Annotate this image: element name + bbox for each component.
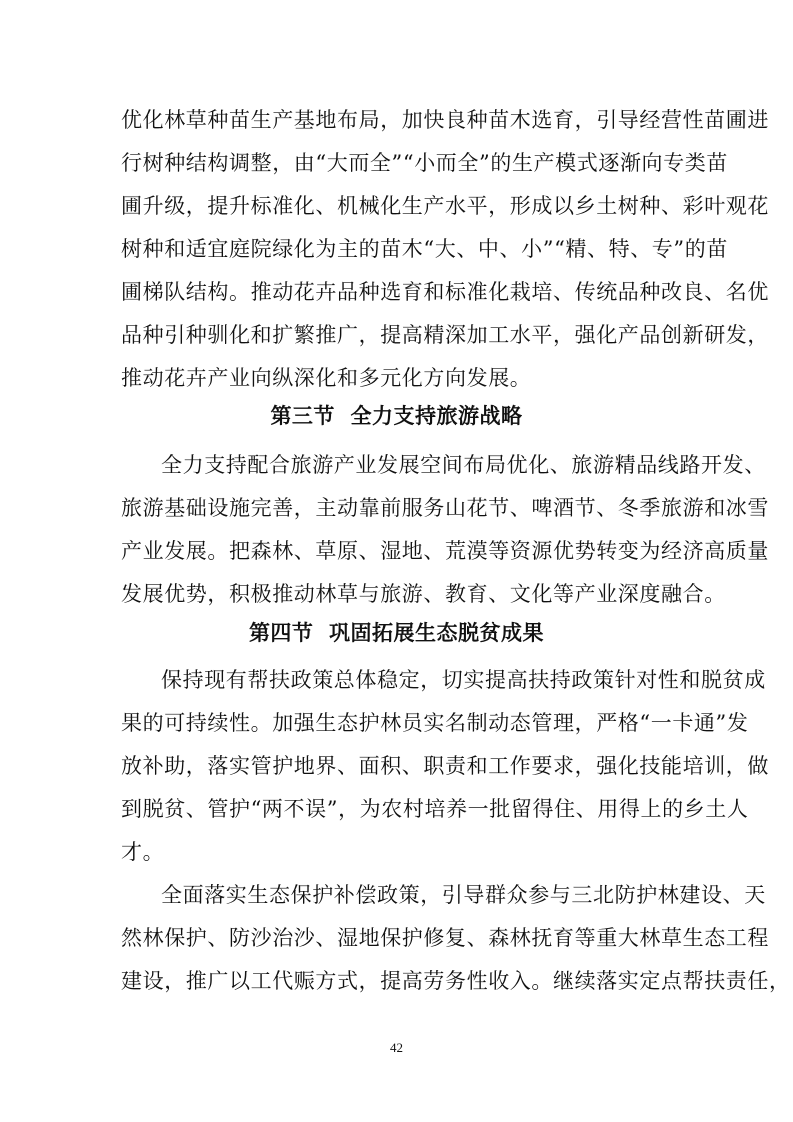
text-line: 推动花卉产业向纵深化和多元化方向发展。 [121,366,532,390]
section-heading-poverty: 第四节 巩固拓展生态脱贫成果 [248,621,545,645]
text-line: 品种引种驯化和扩繁推广，提高精深加工水平，强化产品创新研发， [121,323,769,347]
section-heading-tourism: 第三节 全力支持旅游战略 [270,404,523,428]
text-line: 果的可持续性。加强生态护林员实名制动态管理，严格“一卡通”发 [121,711,749,735]
text-line: 全力支持配合旅游产业发展空间布局优化、旅游精品线路开发、 [161,453,766,477]
text-line: 圃升级，提升标准化、机械化生产水平，形成以乡土树种、彩叶观花 [121,194,769,218]
text-line: 才。 [121,840,165,864]
text-line: 然林保护、防沙治沙、湿地保护修复、森林抚育等重大林草生态工程 [121,926,769,950]
text-line: 优化林草种苗生产基地布局，加快良种苗木选育，引导经营性苗圃进 [121,108,769,132]
text-line: 树种和适宜庭院绿化为主的苗木“大、中、小”“精、特、专”的苗 [121,237,728,261]
text-line: 产业发展。把森林、草原、湿地、荒漠等资源优势转变为经济高质量 [121,539,769,563]
text-line: 建设，推广以工代赈方式，提高劳务性收入。继续落实定点帮扶责任， [121,969,791,993]
text-line: 到脱贫、管护“两不误”，为农村培养一批留得住、用得上的乡土人 [121,797,749,821]
text-line: 圃梯队结构。推动花卉品种选育和标准化栽培、传统品种改良、名优 [121,280,769,304]
text-line: 全面落实生态保护补偿政策，引导群众参与三北防护林建设、天 [161,883,766,907]
text-line: 放补助，落实管护地界、面积、职责和工作要求，强化技能培训，做 [121,754,769,778]
text-line: 保持现有帮扶政策总体稳定，切实提高扶持政策针对性和脱贫成 [161,668,766,692]
text-line: 旅游基础设施完善，主动靠前服务山花节、啤酒节、冬季旅游和冰雪 [121,496,769,520]
text-line: 行树种结构调整，由“大而全”“小而全”的生产模式逐渐向专类苗 [121,151,728,175]
page-number: 42 [390,1040,403,1055]
text-line: 发展优势，积极推动林草与旅游、教育、文化等产业深度融合。 [121,582,726,606]
